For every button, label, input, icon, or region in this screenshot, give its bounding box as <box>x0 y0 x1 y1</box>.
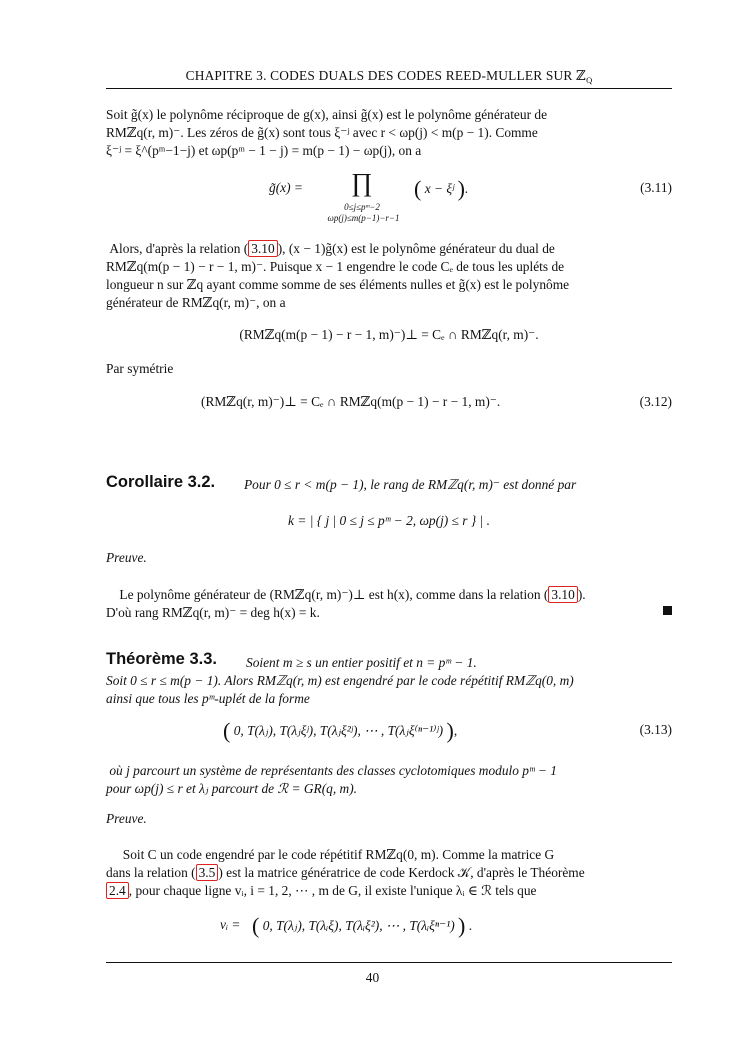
header-title: CHAPITRE 3. CODES DUALS DES CODES REED-MULLER SUR ℤ <box>185 68 587 83</box>
paragraph-line: 2.4 , pour chaque ligne vᵢ, i = 1, 2, ⋯ , m de G, il existe l'unique λᵢ ∈ ℛ tels que <box>106 882 672 900</box>
product-symbol: ∏ <box>351 168 373 197</box>
paragraph-reciprocal <box>106 106 672 160</box>
paragraph-line: pour ωp(j) ≤ r et λⱼ parcourt de ℛ = GR(q, m). <box>106 781 358 796</box>
paragraph-symmetry: Par symétrie <box>106 361 174 376</box>
footer-rule <box>106 962 672 963</box>
page-number: 40 <box>365 970 380 985</box>
cross-reference-link[interactable]: 3.10 <box>548 586 577 603</box>
theorem-line: Soient m ≥ s un entier positif et n = pᵐ − 1. <box>246 655 477 670</box>
corollary-heading: Corollaire 3.2. <box>106 473 216 491</box>
equation-number: (3.11) <box>640 180 672 195</box>
cross-reference-link[interactable]: 3.5 <box>196 864 219 881</box>
paragraph-line: où j parcourt un système de représentants des classes cyclotomiques modulo pᵐ − 1 <box>109 763 557 778</box>
paragraph-line: Soit C un code engendré par le code répétitif RMℤq(0, m). Comme la matrice G <box>122 847 555 862</box>
equation-text: (RMℤq(r, m)⁻)⊥ = Cₑ ∩ RMℤq(m(p − 1) − r − 1, m)⁻. <box>201 394 501 409</box>
theorem-statement <box>106 672 672 708</box>
paragraph-line: Soit g̃(x) le polynôme réciproque de g(x), ainsi g̃(x) est le polynôme générateur de <box>106 107 548 122</box>
proof-label: Preuve. <box>106 550 147 565</box>
product-term: ( x − ξʲ ). <box>414 176 469 201</box>
paragraph-line: générateur de RMℤq(r, m)⁻, on a <box>106 295 286 310</box>
equation-number: (3.13) <box>639 722 672 737</box>
corollary-statement: Pour 0 ≤ r < m(p − 1), le rang de RMℤq(r, m)⁻ est donné par <box>244 477 577 492</box>
product-index-1: 0≤j≤pᵐ−2 <box>344 202 380 212</box>
paragraph-line: RMℤq(m(p − 1) − r − 1, m)⁻. Puisque x − 1 engendre le code Cₑ de tous les upléts de <box>106 259 565 274</box>
paragraph-dual <box>106 240 672 312</box>
equation-number: (3.12) <box>639 394 672 409</box>
product-index-2: ωp(j)≤m(p−1)−r−1 <box>327 213 400 223</box>
equation-3-11 <box>106 168 672 228</box>
theorem-heading: Théorème 3.3. <box>106 650 217 668</box>
proof-label: Preuve. <box>106 811 147 826</box>
paragraph-line: ainsi que tous les pᵐ-uplét de la forme <box>106 691 310 706</box>
equation-body: ( 0, T(λⱼ), T(λᵢξ), T(λᵢξ²), ⋯ , T(λᵢξⁿ⁻¹) ) . <box>252 913 473 938</box>
paragraph-line: dans la relation ( 3.5 ) est la matrice génératrice de code Kerdock 𝒦, d'après le Théorème <box>106 865 585 880</box>
paragraph-line: longueur n sur ℤq ayant comme somme de ses éléments nulles et g̃(x) est le polynôme <box>106 277 570 292</box>
paragraph-line: Alors, d'après la relation ( 3.10 ), (x − 1)g̃(x) est le polynôme générateur du dual de <box>109 241 555 256</box>
cross-reference-link[interactable]: 3.10 <box>248 240 277 257</box>
equation-dual <box>106 327 672 343</box>
paragraph-line: D'où rang RMℤq(r, m)⁻ = deg h(x) = k. <box>106 605 320 620</box>
paragraph-line: ξ⁻ʲ = ξ^(pᵐ−1−j) et ωp(pᵐ − 1 − j) = m(p − 1) − ωp(j), on a <box>106 143 422 158</box>
equation-lhs: vᵢ = <box>220 917 241 932</box>
header-title-subscript: Q <box>586 75 593 85</box>
paragraph-line: Soit 0 ≤ r ≤ m(p − 1). Alors RMℤq(r, m) est engendré par le code répétitif RMℤq(0, m) <box>106 673 574 688</box>
equation-text: (RMℤq(m(p − 1) − r − 1, m)⁻)⊥ = Cₑ ∩ RMℤq(r, m)⁻. <box>239 327 539 342</box>
running-header <box>106 68 672 85</box>
proof-corollary <box>106 586 672 622</box>
paragraph-line: Le polynôme générateur de (RMℤq(r, m)⁻)⊥ est h(x), comme dans la relation ( 3.10 ). <box>119 587 586 602</box>
proof-theorem <box>106 846 672 900</box>
cross-reference-link[interactable]: 2.4 <box>106 882 129 899</box>
qed-square-icon <box>663 606 672 615</box>
equation-lhs: g̃(x) = <box>269 180 303 195</box>
corollary-formula: k = | { j | 0 ≤ j ≤ pᵐ − 2, ωp(j) ≤ r } | . <box>288 513 490 528</box>
theorem-conditions <box>106 762 672 798</box>
paragraph-line: RMℤq(r, m)⁻. Les zéros de g̃(x) sont tous ξ⁻ʲ avec r < ωp(j) < m(p − 1). Comme <box>106 125 538 140</box>
equation-body: ( 0, T(λⱼ), T(λⱼξʲ), T(λⱼξ²ʲ), ⋯ , T(λⱼξ⁽ⁿ⁻¹⁾ʲ) ), <box>223 718 458 743</box>
header-rule <box>106 88 672 89</box>
